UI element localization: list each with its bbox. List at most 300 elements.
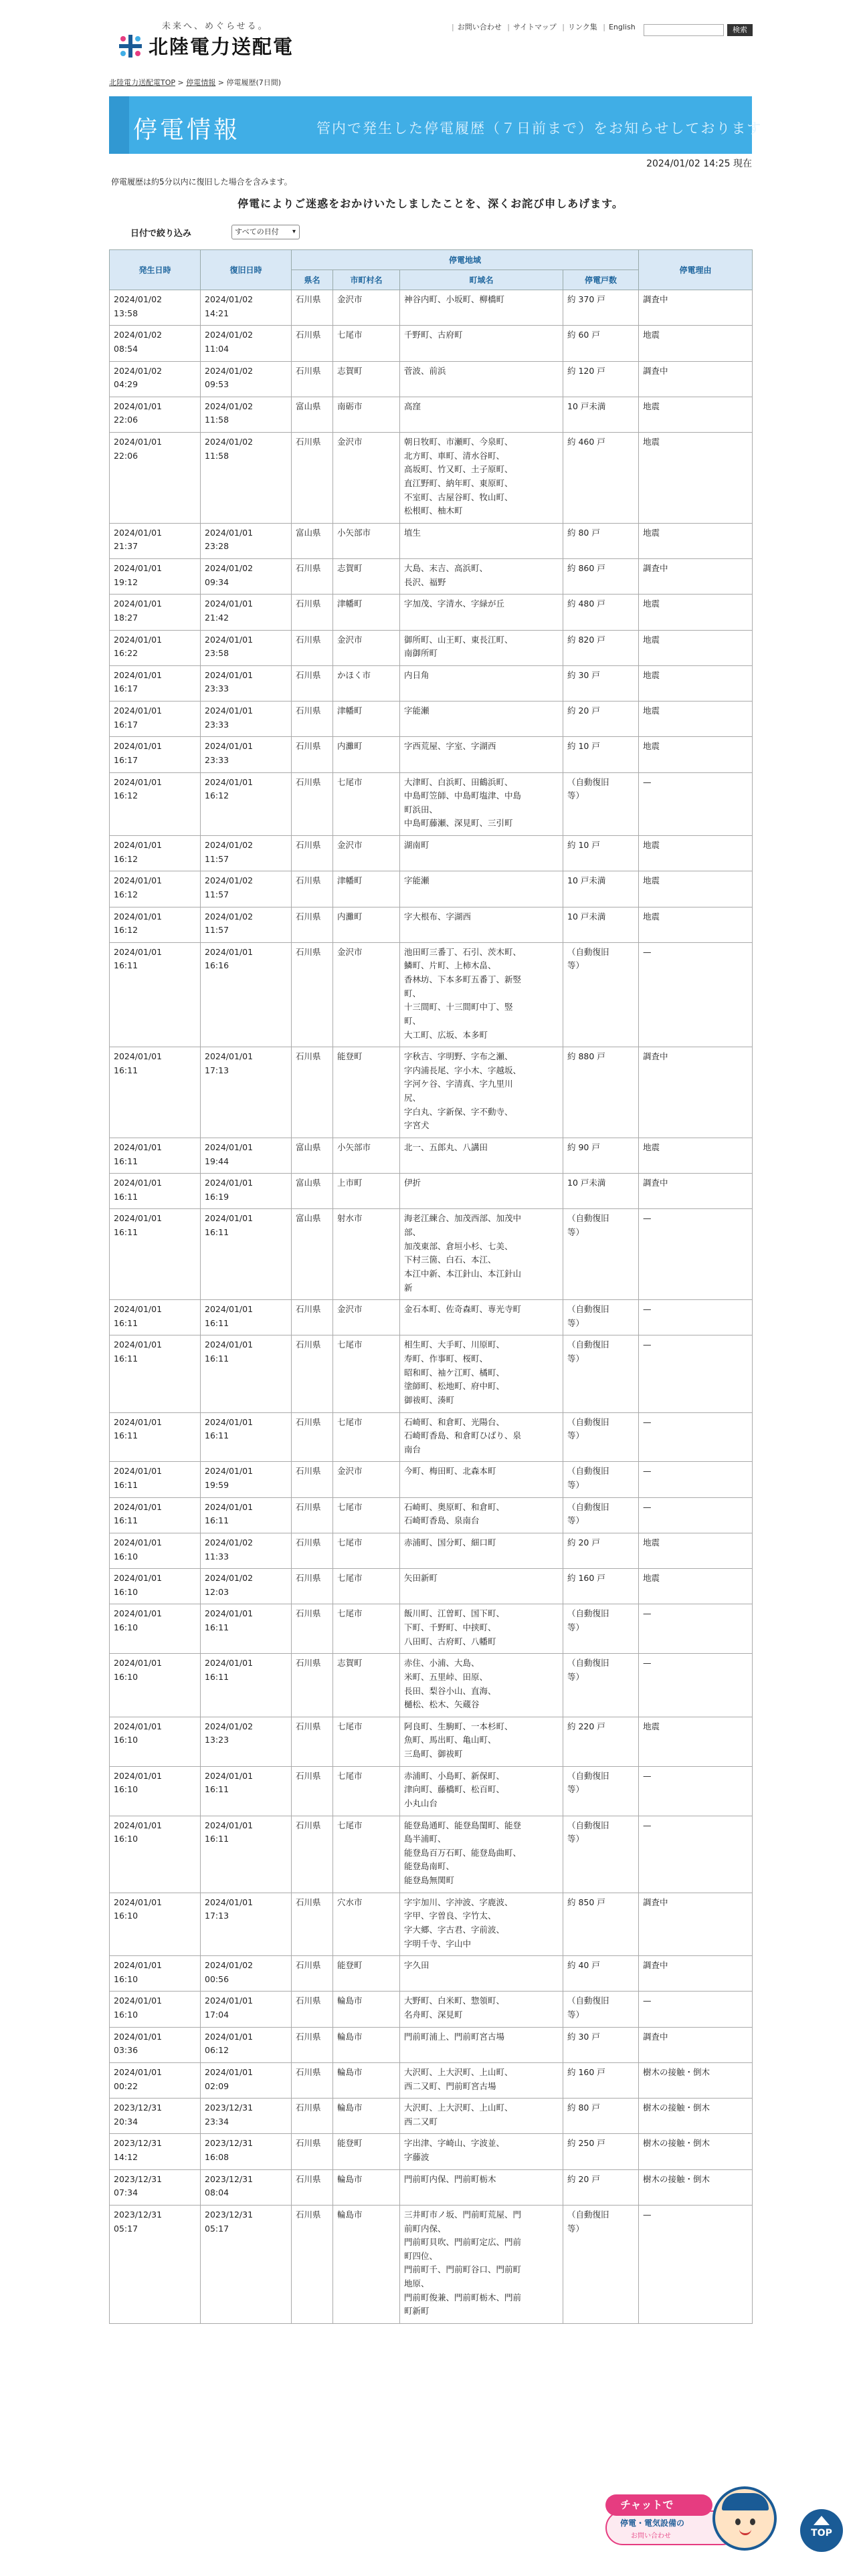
cell-town: 今町、梅田町、北森本町 [400,1462,563,1497]
cell-town: 飯川町、江曽町、国下町、 下町、千野町、中挟町、 八田町、古府町、八幡町 [400,1604,563,1654]
col-pref: 県名 [292,270,333,290]
cell-reason: 調査中 [639,2027,753,2062]
cell-pref: 石川県 [292,871,333,907]
cell-reason: — [639,1412,753,1462]
logo-mark-icon [115,31,146,62]
table-row [110,630,753,665]
page-title: 停電情報 [133,116,241,144]
table-row [110,907,753,942]
cell-town: 字秋吉、字明野、字布之瀬、 字内浦長尾、字小木、字越坂、 字河ケ谷、字清真、字九里川 尻、 字白丸、字新保、字不動寺、 字宮犬 [400,1047,563,1138]
cell-restore: 2024/01/02 13:23 [201,1717,292,1766]
cell-pref: 石川県 [292,1956,333,1992]
table-row [110,702,753,737]
cell-city: 輪島市 [333,2169,400,2205]
table-row [110,1047,753,1138]
cell-pref: 石川県 [292,2134,333,2169]
cell-start: 2024/01/01 16:11 [110,1138,201,1173]
banner-accent [109,96,129,154]
cell-reason: — [639,1300,753,1335]
cell-start: 2024/01/02 04:29 [110,361,201,397]
cell-pref: 富山県 [292,397,333,432]
cell-reason: — [639,772,753,836]
cell-reason: 調査中 [639,559,753,595]
table-row [110,2169,753,2205]
cell-households: 約 80 戸 [563,2099,639,2134]
cell-pref: 石川県 [292,907,333,942]
cell-reason: — [639,1992,753,2027]
cell-reason: — [639,1497,753,1533]
table-row [110,2134,753,2169]
table-row [110,2062,753,2098]
cell-town: 石崎町、奥原町、和倉町、 石崎町香島、泉南台 [400,1497,563,1533]
cell-restore: 2024/01/02 11:57 [201,907,292,942]
cell-reason: 地震 [639,665,753,701]
cell-households: （自動復旧 等） [563,1412,639,1462]
cell-town: 内日角 [400,665,563,701]
cell-households: （自動復旧 等） [563,1497,639,1533]
cell-pref: 石川県 [292,665,333,701]
table-row [110,1816,753,1893]
cell-city: 金沢市 [333,433,400,524]
page-banner [109,96,763,154]
cell-households: 約 10 戸 [563,836,639,871]
cell-pref: 石川県 [292,630,333,665]
cell-restore: 2024/01/01 16:11 [201,1209,292,1300]
col-restore: 復旧日時 [201,250,292,290]
cell-town: 門前町内保、門前町栃木 [400,2169,563,2205]
cell-reason: 調査中 [639,1047,753,1138]
cell-town: 海老江練合、加茂西部、加茂中 部、 加茂東部、倉垣小杉、七美、 下村三箇、白石、本江、 本江中新、本江針山、本江針山 新 [400,1209,563,1300]
cell-restore: 2024/01/01 23:28 [201,523,292,558]
cell-pref: 石川県 [292,2205,333,2323]
cell-restore: 2023/12/31 08:04 [201,2169,292,2205]
cell-city: かほく市 [333,665,400,701]
cell-restore: 2024/01/02 09:53 [201,361,292,397]
cell-town: 高窪 [400,397,563,432]
search-input[interactable] [644,24,724,36]
cell-reason: 地震 [639,737,753,772]
cell-start: 2024/01/01 16:11 [110,1209,201,1300]
cell-restore: 2024/01/01 16:11 [201,1497,292,1533]
cell-households: 10 戸未満 [563,871,639,907]
cell-city: 七尾市 [333,1335,400,1412]
cell-households: 約 820 戸 [563,630,639,665]
cell-households: 約 370 戸 [563,290,639,326]
cell-households: （自動復旧 等） [563,942,639,1047]
cell-pref: 石川県 [292,1497,333,1533]
cell-town: 門前町浦上、門前町宮古場 [400,2027,563,2062]
cell-city: 七尾市 [333,1604,400,1654]
cell-pref: 石川県 [292,2099,333,2134]
cell-reason: — [639,1604,753,1654]
table-row [110,595,753,630]
cell-restore: 2024/01/01 19:59 [201,1462,292,1497]
cell-pref: 石川県 [292,737,333,772]
table-row [110,2205,753,2323]
cell-town: 朝日牧町、市瀬町、今泉町、 北方町、車町、清水谷町、 高坂町、竹又町、土子原町、 直江野町、納年町、東原町、 不室町、古屋谷町、牧山町、 松根町、柚木町 [400,433,563,524]
cell-restore: 2024/01/01 21:42 [201,595,292,630]
cell-reason: 地震 [639,630,753,665]
cell-town: 能登島通町、能登島閨町、能登 島半浦町、 能登島百万石町、能登島曲町、 能登島南町、 能登島無関町 [400,1816,563,1893]
cell-start: 2024/01/02 08:54 [110,326,201,361]
cell-start: 2024/01/01 16:17 [110,702,201,737]
cell-start: 2023/12/31 14:12 [110,2134,201,2169]
cell-town: 池田町三番丁、石引、茨木町、 鱗町、片町、上柿木畠、 香林坊、下本多町五番丁、新竪 町、 十三間町、十三間町中丁、竪 町、 大工町、広坂、本多町 [400,942,563,1047]
cell-pref: 石川県 [292,942,333,1047]
cell-households: 約 480 戸 [563,595,639,630]
company-logo[interactable] [115,19,294,59]
cell-households: 約 860 戸 [563,559,639,595]
cell-households: 約 60 戸 [563,326,639,361]
table-row [110,1533,753,1568]
utility-links: | お問い合わせ | サイトマップ | リンク集 | English [452,23,636,31]
cell-pref: 石川県 [292,1569,333,1604]
date-filter-value: すべての日付 [235,227,279,236]
cell-city: 志賀町 [333,559,400,595]
cell-households: 約 10 戸 [563,737,639,772]
table-row [110,1717,753,1766]
cell-town: 字能瀬 [400,871,563,907]
cell-reason: — [639,942,753,1047]
page-subtitle: 管内で発生した停電履歴（７日前まで）をお知らせしております [316,120,763,136]
cell-start: 2024/01/01 16:11 [110,942,201,1047]
cell-town: 赤浦町、国分町、細口町 [400,1533,563,1568]
cell-reason: 地震 [639,702,753,737]
cell-households: （自動復旧 等） [563,1654,639,1717]
table-row [110,2099,753,2134]
cell-start: 2024/01/01 16:10 [110,1654,201,1717]
cell-city: 七尾市 [333,1717,400,1766]
cell-reason: 地震 [639,523,753,558]
cell-households: 約 460 戸 [563,433,639,524]
cell-households: 約 220 戸 [563,1717,639,1766]
cell-city: 津幡町 [333,595,400,630]
col-city: 市町村名 [333,270,400,290]
cell-city: 金沢市 [333,942,400,1047]
cell-start: 2024/01/02 13:58 [110,290,201,326]
table-row [110,1956,753,1992]
cell-reason: 地震 [639,1717,753,1766]
cell-start: 2023/12/31 20:34 [110,2099,201,2134]
cell-reason: 地震 [639,871,753,907]
chat-support-widget[interactable] [605,2481,783,2561]
cell-start: 2024/01/01 16:11 [110,1497,201,1533]
cell-reason: 地震 [639,1569,753,1604]
cell-start: 2024/01/01 16:10 [110,1992,201,2027]
table-row [110,1569,753,1604]
chevron-down-icon: ▾ [292,228,296,235]
cell-city: 輪島市 [333,2099,400,2134]
cell-city: 七尾市 [333,772,400,836]
cell-restore: 2024/01/02 09:34 [201,559,292,595]
sitemap-link[interactable]: サイトマップ [512,23,557,31]
cell-households: 約 40 戸 [563,1956,639,1992]
cell-start: 2024/01/01 16:17 [110,737,201,772]
cell-city: 志賀町 [333,1654,400,1717]
cell-households: 10 戸未満 [563,1174,639,1209]
cell-restore: 2023/12/31 16:08 [201,2134,292,2169]
contact-link[interactable]: お問い合わせ [457,23,502,31]
history-note: 停電履歴は約5分以内に復旧した場合を含みます。 [111,177,292,187]
cell-town: 湖南町 [400,836,563,871]
cell-city: 小矢部市 [333,523,400,558]
cell-restore: 2024/01/02 12:03 [201,1569,292,1604]
cell-restore: 2024/01/01 16:11 [201,1604,292,1654]
cell-city: 上市町 [333,1174,400,1209]
cell-town: 菅波、前浜 [400,361,563,397]
breadcrumb-home[interactable]: 北陸電力送配電TOP [109,78,176,87]
cell-city: 能登町 [333,1047,400,1138]
chat-line1: 停電・電気設備の [620,2518,685,2528]
cell-town: 字久田 [400,1956,563,1992]
cell-town: 大島、末吉、高浜町、 長沢、福野 [400,559,563,595]
cell-pref: 石川県 [292,559,333,595]
cell-start: 2023/12/31 07:34 [110,2169,201,2205]
cell-households: （自動復旧 等） [563,1766,639,1816]
cell-pref: 富山県 [292,1138,333,1173]
cell-start: 2023/12/31 05:17 [110,2205,201,2323]
table-row [110,1604,753,1654]
outage-rows [110,290,753,2324]
cell-pref: 石川県 [292,361,333,397]
cell-restore: 2024/01/01 23:33 [201,737,292,772]
cell-start: 2024/01/01 18:27 [110,595,201,630]
date-filter-label: 日付で絞り込み [130,229,192,239]
cell-pref: 石川県 [292,1816,333,1893]
cell-town: 矢田新町 [400,1569,563,1604]
cell-start: 2024/01/01 16:12 [110,836,201,871]
cell-town: 大津町、白浜町、田鶴浜町、 中島町笠師、中島町塩津、中島 町浜田、 中島町藤瀬、深見町、三引町 [400,772,563,836]
cell-city: 志賀町 [333,361,400,397]
cell-restore: 2024/01/01 16:16 [201,942,292,1047]
cell-town: 金石本町、佐奇森町、専光寺町 [400,1300,563,1335]
cell-reason: 地震 [639,836,753,871]
breadcrumb: 北陸電力送配電TOP > 停電情報 > 停電履歴(7日間) [109,78,282,87]
cell-start: 2024/01/01 16:10 [110,1604,201,1654]
cell-restore: 2024/01/01 16:11 [201,1816,292,1893]
cell-city: 七尾市 [333,326,400,361]
cell-start: 2024/01/01 16:22 [110,630,201,665]
cell-start: 2024/01/01 16:11 [110,1462,201,1497]
table-row [110,433,753,524]
cell-town: 大沢町、上大沢町、上山町、 西二又町 [400,2099,563,2134]
table-row [110,871,753,907]
cell-city: 七尾市 [333,1816,400,1893]
cell-households: （自動復旧 等） [563,772,639,836]
cell-restore: 2024/01/02 11:33 [201,1533,292,1568]
cell-start: 2024/01/01 22:06 [110,433,201,524]
cell-households: 10 戸未満 [563,397,639,432]
table-row [110,397,753,432]
cell-pref: 石川県 [292,772,333,836]
chat-bubble: チャットで [605,2494,712,2516]
cell-pref: 富山県 [292,1209,333,1300]
table-row [110,361,753,397]
cell-start: 2024/01/01 16:10 [110,1893,201,1956]
cell-start: 2024/01/01 00:22 [110,2062,201,2098]
cell-city: 輪島市 [333,2205,400,2323]
cell-town: 相生町、大手町、川原町、 寿町、作事町、桜町、 昭和町、袖ケ江町、橘町、 塗師町、松地町、府中町、 御祓町、湊町 [400,1335,563,1412]
cell-start: 2024/01/01 16:10 [110,1533,201,1568]
cell-households: 約 880 戸 [563,1047,639,1138]
cell-city: 七尾市 [333,1497,400,1533]
cell-restore: 2024/01/02 11:04 [201,326,292,361]
cell-households: （自動復旧 等） [563,1992,639,2027]
cell-city: 内灘町 [333,907,400,942]
cell-households: （自動復旧 等） [563,1209,639,1300]
cell-town: 字大根布、字湖西 [400,907,563,942]
cell-pref: 石川県 [292,1604,333,1654]
cell-town: 千野町、古府町 [400,326,563,361]
cell-pref: 石川県 [292,1335,333,1412]
company-name: 北陸電力送配電 [149,35,294,58]
cell-restore: 2024/01/02 11:58 [201,397,292,432]
cell-pref: 石川県 [292,1654,333,1717]
cell-households: （自動復旧 等） [563,1604,639,1654]
cell-pref: 石川県 [292,2169,333,2205]
cell-start: 2024/01/01 16:11 [110,1300,201,1335]
table-row [110,1174,753,1209]
cell-reason: 樹木の接触・倒木 [639,2099,753,2134]
cell-start: 2024/01/01 16:11 [110,1174,201,1209]
table-row [110,1462,753,1497]
cell-restore: 2024/01/01 17:13 [201,1893,292,1956]
cell-reason: 地震 [639,433,753,524]
cell-restore: 2024/01/01 19:44 [201,1138,292,1173]
cell-pref: 石川県 [292,1717,333,1766]
cell-restore: 2024/01/02 11:57 [201,871,292,907]
cell-city: 内灘町 [333,737,400,772]
cell-city: 能登町 [333,1956,400,1992]
cell-city: 南砺市 [333,397,400,432]
chat-line2: お問い合わせ [631,2533,671,2540]
date-filter-select[interactable] [231,225,300,239]
cell-pref: 石川県 [292,1992,333,2027]
cell-pref: 石川県 [292,1766,333,1816]
col-area: 停電地域 [292,250,639,270]
cell-pref: 石川県 [292,326,333,361]
cell-town: 赤住、小浦、大島、 米町、五里峠、田原、 長田、梨谷小山、直海、 樋松、松木、矢蔵谷 [400,1654,563,1717]
cell-reason: — [639,1209,753,1300]
cell-reason: 地震 [639,326,753,361]
cell-start: 2024/01/01 22:06 [110,397,201,432]
cell-reason: 地震 [639,397,753,432]
cell-households: 約 160 戸 [563,2062,639,2098]
cell-restore: 2024/01/01 16:11 [201,1300,292,1335]
cell-town: 字出津、字崎山、字波並、 字藤波 [400,2134,563,2169]
cell-start: 2024/01/01 16:17 [110,665,201,701]
cell-restore: 2024/01/01 23:58 [201,630,292,665]
apology-text: 停電によりご迷惑をおかけいたしましたことを、深くお詫び申しあげます。 [237,197,624,210]
cell-start: 2024/01/01 16:10 [110,1816,201,1893]
cell-restore: 2024/01/01 16:11 [201,1412,292,1462]
cell-pref: 石川県 [292,2062,333,2098]
cell-start: 2024/01/01 03:36 [110,2027,201,2062]
cell-start: 2024/01/01 16:12 [110,772,201,836]
tagline: 未来へ、めぐらせる。 [162,21,269,31]
cell-start: 2024/01/01 16:12 [110,907,201,942]
breadcrumb-parent[interactable]: 停電情報 [186,78,216,87]
table-row [110,1209,753,1300]
cell-households: 10 戸未満 [563,907,639,942]
cell-reason: — [639,1766,753,1816]
col-reason: 停電理由 [639,250,753,290]
cell-pref: 石川県 [292,1462,333,1497]
cell-households: 約 80 戸 [563,523,639,558]
cell-households: 約 20 戸 [563,1533,639,1568]
table-row [110,1893,753,1956]
cell-pref: 富山県 [292,523,333,558]
links-link[interactable]: リンク集 [567,23,597,31]
breadcrumb-current: 停電履歴(7日間) [226,78,282,87]
cell-city: 金沢市 [333,1300,400,1335]
cell-restore: 2024/01/01 16:11 [201,1766,292,1816]
table-row [110,737,753,772]
cell-start: 2024/01/01 16:10 [110,1717,201,1766]
table-row [110,326,753,361]
cell-households: （自動復旧 等） [563,1335,639,1412]
cell-households: 約 160 戸 [563,1569,639,1604]
cell-reason: 地震 [639,1138,753,1173]
cell-pref: 石川県 [292,2027,333,2062]
cell-households: （自動復旧 等） [563,1816,639,1893]
cell-restore: 2024/01/02 11:57 [201,836,292,871]
cell-restore: 2024/01/01 23:33 [201,665,292,701]
cell-town: 字宇加川、字沖波、字鹿波、 字甲、字曽良、字竹太、 字大郷、字古君、字前波、 字明千寺、字山中 [400,1893,563,1956]
english-link[interactable]: English [608,23,636,31]
col-town: 町域名 [400,270,563,290]
cell-households: 約 90 戸 [563,1138,639,1173]
cell-reason: 樹木の接触・倒木 [639,2169,753,2205]
cell-reason: 地震 [639,907,753,942]
cell-reason: — [639,1335,753,1412]
cell-town: 字能瀬 [400,702,563,737]
cell-town: 石崎町、和倉町、光陽台、 石崎町香島、和倉町ひばり、泉 南台 [400,1412,563,1462]
cell-reason: — [639,1462,753,1497]
cell-town: 伊折 [400,1174,563,1209]
cell-reason: 地震 [639,1533,753,1568]
outage-history-table [109,249,753,2324]
cell-restore: 2024/01/01 02:09 [201,2062,292,2098]
cell-reason: 樹木の接触・倒木 [639,2062,753,2098]
back-to-top-button[interactable] [800,2509,843,2552]
cell-pref: 石川県 [292,1300,333,1335]
cell-city: 七尾市 [333,1412,400,1462]
search-button[interactable]: 検索 [727,24,753,36]
cell-pref: 石川県 [292,1893,333,1956]
cell-restore: 2023/12/31 05:17 [201,2205,292,2323]
mascot-icon [712,2486,777,2551]
cell-pref: 石川県 [292,1047,333,1138]
cell-city: 輪島市 [333,2062,400,2098]
cell-city: 金沢市 [333,1462,400,1497]
table-row [110,290,753,326]
back-to-top-label: TOP [811,2528,832,2539]
cell-pref: 石川県 [292,290,333,326]
cell-pref: 石川県 [292,433,333,524]
cell-city: 津幡町 [333,702,400,737]
cell-restore: 2024/01/01 16:12 [201,772,292,836]
cell-town: 字加茂、字清水、字緑が丘 [400,595,563,630]
cell-city: 輪島市 [333,2027,400,2062]
cell-city: 輪島市 [333,1992,400,2027]
cell-start: 2024/01/01 16:10 [110,1956,201,1992]
cell-households: 約 30 戸 [563,2027,639,2062]
cell-restore: 2024/01/02 11:58 [201,433,292,524]
cell-reason: — [639,1816,753,1893]
table-row [110,1766,753,1816]
table-row [110,523,753,558]
